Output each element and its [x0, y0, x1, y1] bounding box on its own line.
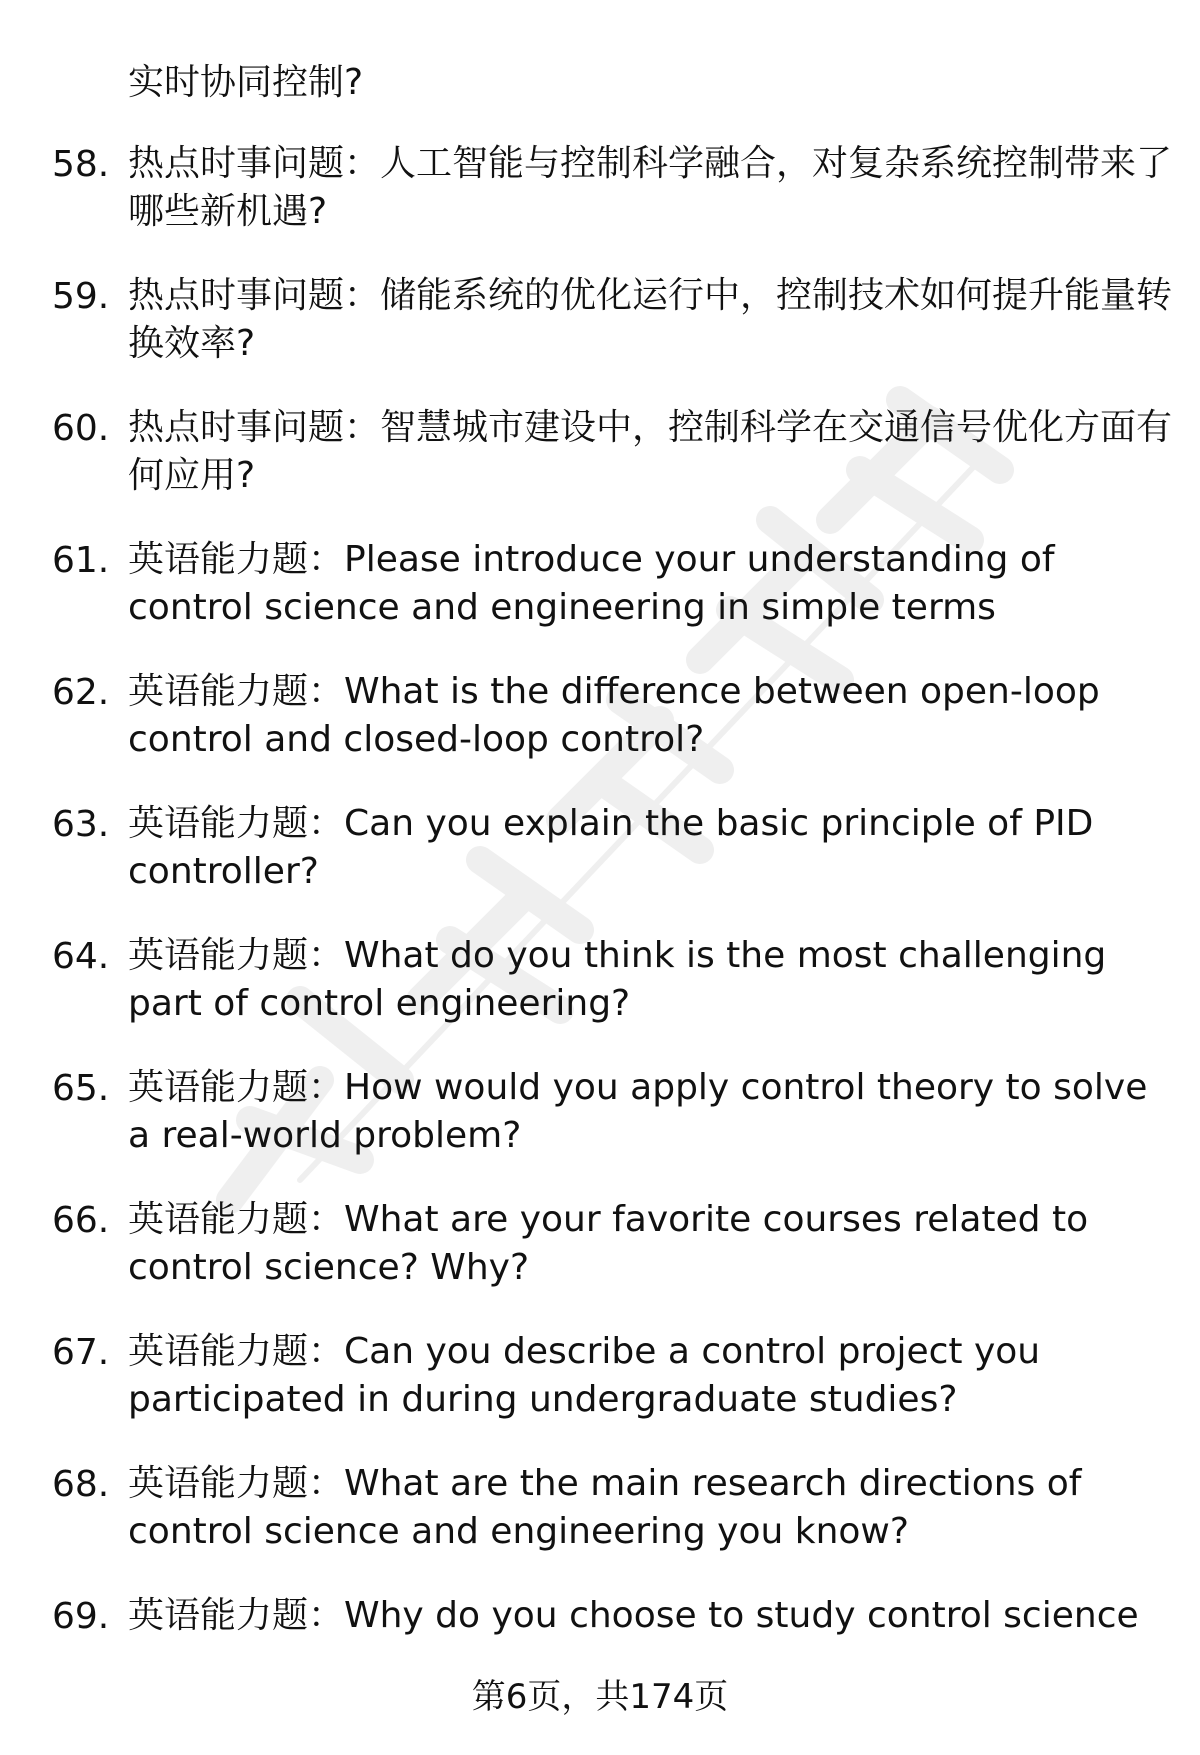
question-item [0, 140, 1200, 272]
question-item [0, 668, 1200, 800]
question-item [0, 800, 1200, 932]
question-item [0, 1460, 1200, 1592]
question-number: 62. [52, 672, 110, 713]
question-number: 68. [52, 1464, 110, 1505]
question-item [0, 1196, 1200, 1328]
question-text: 英语能力题：Can you describe a control project you participated in during undergraduate studies? [128, 1331, 1041, 1420]
question-number: 65. [52, 1068, 110, 1109]
question-item [0, 536, 1200, 668]
question-list [0, 140, 1200, 1724]
question-number: 59. [52, 276, 110, 317]
question-text: 英语能力题：What are the main research directions of control science and engineering you know? [128, 1463, 1082, 1552]
question-text: 热点时事问题：智慧城市建设中，控制科学在交通信号优化方面有何应用? [128, 407, 1173, 496]
question-number: 58. [52, 144, 110, 185]
question-number: 67. [52, 1332, 110, 1373]
question-number: 61. [52, 540, 110, 581]
question-text: 英语能力题：How would you apply control theory to solve a real-world problem? [128, 1067, 1148, 1156]
question-number: 60. [52, 408, 110, 449]
question-text: 英语能力题：Why do you choose to study control science [128, 1595, 1139, 1636]
question-item [0, 272, 1200, 404]
question-number: 69. [52, 1596, 110, 1637]
question-item [0, 1328, 1200, 1460]
question-item [0, 932, 1200, 1064]
question-text: 英语能力题：What is the difference between open-loop control and closed-loop control? [128, 671, 1100, 760]
question-text: 热点时事问题：人工智能与控制科学融合，对复杂系统控制带来了哪些新机遇? [128, 143, 1173, 232]
continuation-text: 实时协同控制? [128, 62, 364, 103]
question-number: 64. [52, 936, 110, 977]
question-text: 英语能力题：What are your favorite courses related to control science? Why? [128, 1199, 1089, 1288]
question-text: 英语能力题：Please introduce your understanding of control science and engineering in simple terms [128, 539, 1055, 628]
page-footer: 第6页，共174页 [471, 1677, 729, 1717]
question-text: 英语能力题：What do you think is the most challenging part of control engineering? [128, 935, 1107, 1024]
question-text: 热点时事问题：储能系统的优化运行中，控制技术如何提升能量转换效率? [128, 275, 1173, 364]
question-item [0, 1064, 1200, 1196]
question-number: 66. [52, 1200, 110, 1241]
question-text: 英语能力题：Can you explain the basic principle of PID controller? [128, 803, 1094, 892]
question-number: 63. [52, 804, 110, 845]
question-item [0, 404, 1200, 536]
